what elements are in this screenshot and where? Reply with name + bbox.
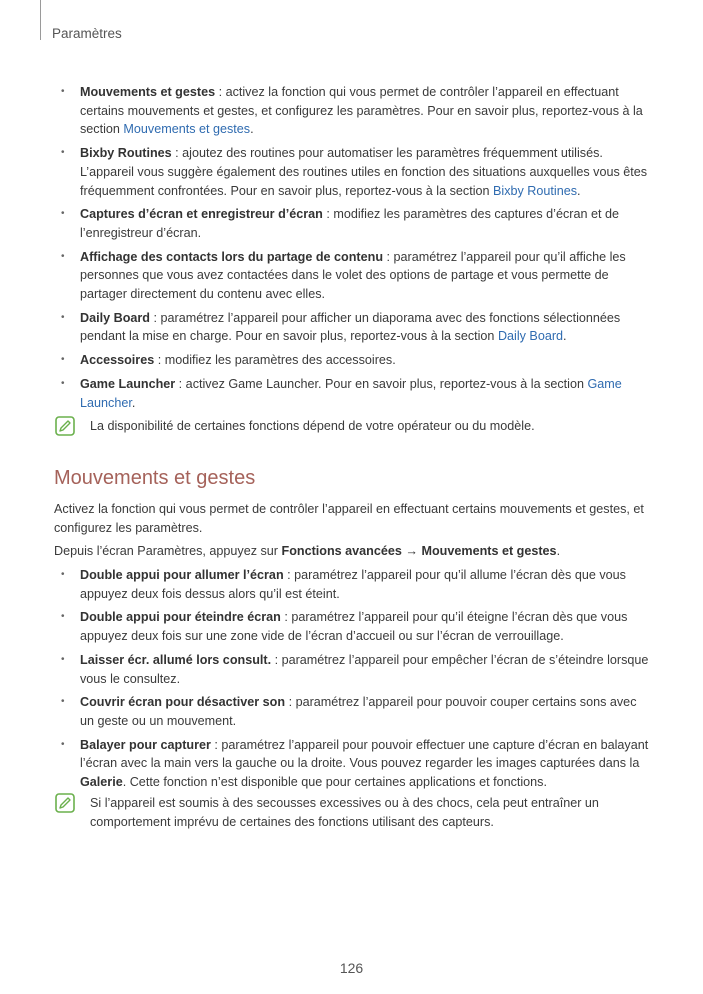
item-term: Captures d’écran et enregistreur d’écran — [80, 207, 323, 222]
bullet: • — [61, 208, 65, 220]
list-item — [54, 651, 650, 688]
gesture-list — [54, 566, 650, 792]
list-item — [54, 83, 650, 139]
page-content — [54, 83, 650, 831]
section-link[interactable]: Bixby Routines — [493, 183, 578, 198]
item-text: : paramétrez l’appareil pour afficher un diaporama avec des fonctions sélectionnées pendant la mise en charge. Pour en savoir plus, reportez-vous à la section — [80, 310, 621, 344]
bullet: • — [61, 569, 65, 581]
list-item — [54, 205, 650, 242]
path-arrow: → — [401, 544, 422, 559]
header-rule — [40, 0, 41, 40]
item-text: : paramétrez l’appareil pour pouvoir effectuer une capture d’écran en balayant l’écran avec la main vers la gauche ou la droite. Vous pouvez regarder les images capturées dans la — [80, 737, 649, 771]
item-term: Double appui pour éteindre écran — [80, 610, 281, 625]
bullet: • — [61, 611, 65, 623]
page-number: 126 — [339, 960, 364, 976]
list-item — [54, 144, 650, 200]
section-intro: Activez la fonction qui vous permet de contrôler l’appareil en effectuant certains mouvements et gestes, et configurez les paramètres. — [54, 501, 644, 535]
list-item — [54, 608, 650, 645]
note-icon — [55, 793, 75, 813]
bullet: • — [61, 696, 65, 708]
item-after: . — [131, 395, 136, 410]
item-term: Mouvements et gestes — [80, 85, 216, 99]
page-header-title: Paramètres — [52, 26, 122, 41]
item-term: Affichage des contacts lors du partage de contenu — [80, 249, 384, 264]
item-text: : modifiez les paramètres des captures d’écran et de l’enregistreur d’écran. — [80, 207, 619, 240]
bullet: • — [61, 653, 65, 665]
item-text: : ajoutez des routines pour automatiser les paramètres fréquemment utilisés. L’appareil vous suggère également des routines utiles en fonction des situations auxquelles vous êtes fréquemment confrontées. Pour en savoir plus, reportez-vous à la section — [80, 146, 648, 198]
item-text: : activez la fonction qui vous permet de contrôler l’appareil en effectuant certains mouvements et gestes, et configurez les paramètres. Pour en savoir plus, reportez-vous à la section — [80, 85, 643, 137]
bullet: • — [61, 147, 65, 159]
item-text: : modifiez les paramètres des accessoires. — [154, 353, 396, 368]
item-text: : paramétrez l’appareil pour qu’il éteigne l’écran dès que vous appuyez deux fois sur une zone vide de l’écran d’accueil ou sur l’écran de verrouillage. — [80, 610, 628, 644]
item-after: . — [577, 183, 581, 198]
note-sensors — [54, 794, 650, 831]
section-title: Mouvements et gestes — [54, 466, 256, 489]
section-link[interactable]: Daily Board — [497, 329, 564, 344]
item-after: . — [250, 122, 254, 137]
item-after: . — [563, 329, 567, 344]
item-term: Daily Board — [80, 310, 150, 325]
bullet: • — [61, 738, 65, 750]
item-term: Double appui pour allumer l’écran — [80, 568, 284, 583]
item-term: Laisser écr. allumé lors consult. — [80, 652, 272, 667]
item-text: : paramétrez l’appareil pour qu’il allume l’écran dès que vous appuyez deux fois dessus alors qu’il est éteint. — [80, 568, 626, 601]
bullet: • — [61, 86, 65, 97]
bullet: • — [61, 311, 65, 323]
section-link[interactable]: Game Launcher — [80, 376, 622, 410]
note-text: Si l’appareil est soumis à des secousses excessives ou à des chocs, cela peut entraîner un comportement imprévu de certaines des fonctions utilisant des capteurs. — [90, 795, 599, 829]
item-text: : paramétrez l’appareil pour qu’il affiche les personnes que vous avez contactées dans le volet des options de partage et vous permette de partager directement du contenu avec elles. — [80, 249, 626, 302]
section-path — [54, 542, 650, 561]
list-item — [54, 351, 650, 370]
item-text: : paramétrez l’appareil pour pouvoir couper certains sons avec un geste ou un mouvement. — [80, 695, 637, 728]
list-item — [54, 375, 650, 412]
item-bold: Galerie — [80, 775, 123, 790]
item-text: : activez Game Launcher. Pour en savoir plus, reportez-vous à la section — [175, 376, 588, 391]
item-term: Accessoires — [80, 353, 155, 368]
item-text: : paramétrez l’appareil pour empêcher l’écran de s’éteindre lorsque vous le consultez. — [80, 652, 649, 686]
note-operator — [54, 417, 650, 436]
path-motions-gestures: Mouvements et gestes — [421, 544, 557, 559]
list-item — [54, 248, 650, 304]
settings-list — [54, 83, 650, 412]
bullet: • — [61, 250, 65, 262]
item-term: Bixby Routines — [80, 146, 172, 161]
section-link[interactable]: Mouvements et gestes — [123, 122, 251, 137]
path-prefix: Depuis l’écran Paramètres, appuyez sur — [54, 544, 282, 559]
bullet: • — [61, 354, 65, 366]
note-text: La disponibilité de certaines fonctions dépend de votre opérateur ou du modèle. — [90, 419, 535, 434]
list-item — [54, 693, 650, 730]
path-advanced-features: Fonctions avancées — [281, 544, 402, 559]
item-term: Balayer pour capturer — [80, 737, 211, 752]
note-icon — [55, 416, 75, 436]
item-term: Game Launcher — [80, 376, 176, 391]
list-item — [54, 309, 650, 346]
list-item — [54, 566, 650, 603]
list-item — [54, 736, 650, 792]
path-suffix: . — [556, 544, 561, 559]
bullet: • — [61, 377, 65, 389]
item-text-2: . Cette fonction n’est disponible que pour certaines applications et fonctions. — [122, 775, 547, 790]
item-term: Couvrir écran pour désactiver son — [80, 695, 286, 710]
